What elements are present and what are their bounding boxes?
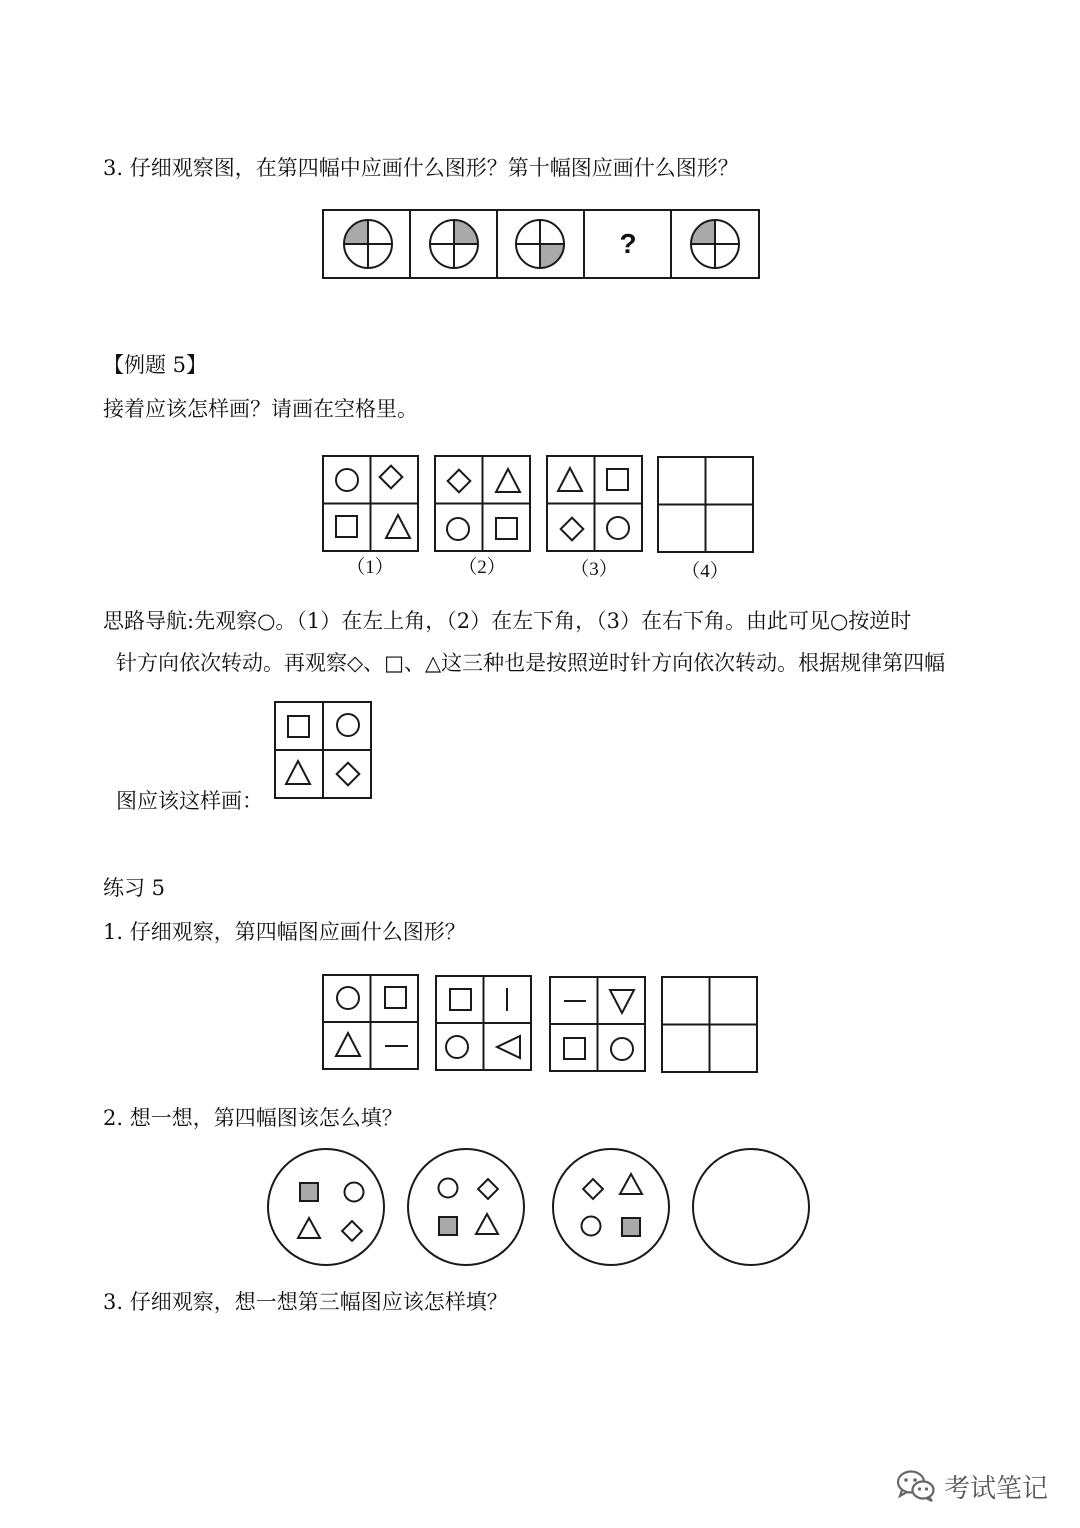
circle-shaded-top-right — [430, 220, 478, 268]
circle-shaded-bottom-right — [516, 220, 564, 268]
guide-line-1: 思路导航:先观察○。（1）在左上角，（2）在左下角，（3）在右下角。由此可见○按逆时 — [103, 609, 912, 633]
practice-q2: 2. 想一想，第四幅图该怎么填？ — [103, 1106, 403, 1130]
quarter-circle-sequence — [322, 209, 760, 279]
answer-label: 图应该这样画： — [116, 789, 263, 813]
question-3-top: 3. 仔细观察图，在第四幅中应画什么图形？第十幅图应画什么图形？ — [103, 156, 739, 180]
practice-q1-grids — [322, 974, 758, 1074]
watermark — [896, 1464, 1048, 1508]
question-mark: ? — [619, 228, 637, 259]
answer-grid — [274, 701, 372, 799]
example-5-prompt: 接着应该怎样画？请画在空格里。 — [103, 397, 418, 421]
example-5-heading: 【例题 5】 — [103, 353, 208, 377]
caption-2: （2） — [458, 557, 506, 578]
practice-q3: 3. 仔细观察，想一想第三幅图应该怎样填？ — [103, 1290, 508, 1314]
guide-line-2: 针方向依次转动。再观察◇、□、△这三种也是按照逆时针方向依次转动。根据规律第四幅 — [116, 651, 946, 675]
wechat-icon — [896, 1469, 936, 1503]
example-5-grids — [322, 455, 757, 585]
caption-4: （4） — [681, 561, 729, 582]
practice-q2-circles — [266, 1150, 811, 1265]
practice-q1: 1. 仔细观察，第四幅图应画什么图形？ — [103, 920, 466, 944]
caption-1: （1） — [346, 557, 394, 578]
circle-shaded-top-left-5 — [691, 220, 739, 268]
practice-5-heading: 练习 5 — [103, 876, 166, 900]
circle-shaded-top-left — [344, 220, 392, 268]
caption-3: （3） — [570, 559, 618, 580]
watermark-text: 考试笔记 — [944, 1473, 1049, 1504]
